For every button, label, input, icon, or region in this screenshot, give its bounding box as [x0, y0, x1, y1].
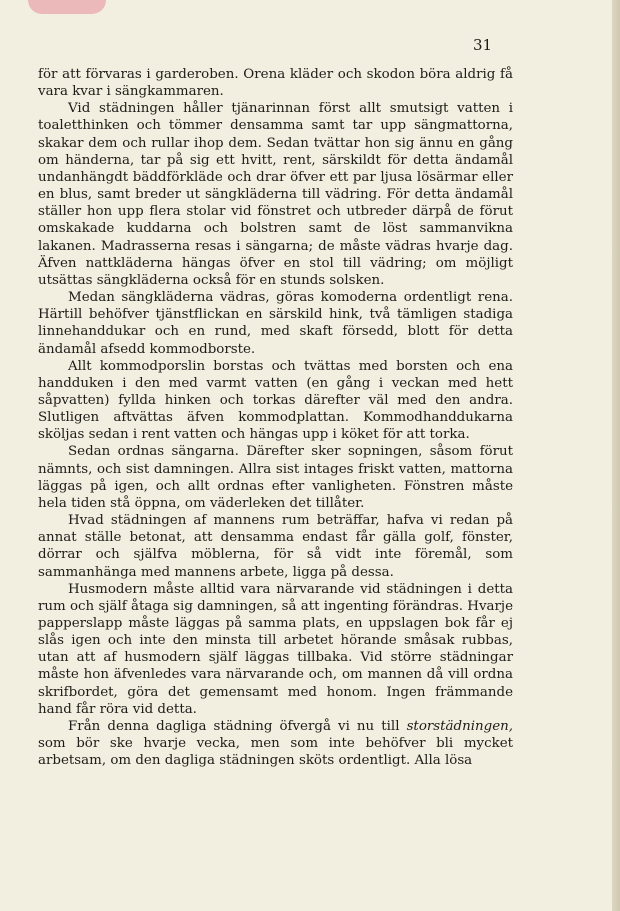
emphasized-term: storstädningen,: [406, 718, 513, 734]
paragraph: Hvad städningen af mannens rum beträffar, hafva vi redan på annat ställe betonat, att densamma endast får gälla golf, fönster, dörrar och själfva möblerna, för så vidt inte föremål, som sammanhänga med mannens arbete, ligga på dessa.: [38, 513, 513, 580]
ink-stain: [28, 0, 106, 14]
paragraph: Allt kommodporslin borstas och tvättas med borsten och ena handduken i den med varmt vatten (en gång i veckan med hett såpvatten) fyllda hinken och torkas därefter väl med den andra. Slutligen aftvättas äfven kommodplattan. Kommodhanddukarna sköljas sedan i rent vatten och hängas upp i köket för att torka.: [38, 358, 513, 443]
paragraph: Vid städningen håller tjänarinnan först allt smutsigt vatten i toaletthinken och tömmer densamma samt tar upp sängmattorna, skakar dem och rullar ihop dem. Sedan tvättar hon sig ännu en gång om händerna, tar på sig ett hvitt, rent, särskildt för detta ändamål undanhängdt bäddförkläde och drar öfver ett par ljusa lösärmar eller en blus, samt breder ut sängkläderna till vädring. För detta ändamål ställer hon upp flera stolar vid fönstret och utbreder därpå de förut omskakade kuddarna och bolstren samt de löst sammanvikna lakanen. Madrasserna resas i sängarna; de måste vädras hvarje dag. Äfven nattkläderna hängas öfver en stol till vädring; om möjligt utsättas sängkläderna också för en stunds solsken.: [38, 101, 513, 288]
paragraph: [38, 718, 513, 769]
paragraph: Sedan ordnas sängarna. Därefter sker sopningen, såsom förut nämnts, och sist damningen. Allra sist intages friskt vatten, mattorna läggas på igen, och allt ordnas efter vanligheten. Fönstren måste hela tiden stå öppna, om väderleken det tillåter.: [38, 444, 513, 511]
body-text: [38, 66, 513, 769]
paragraph-text: Från denna dagliga städning öfvergå vi nu till: [68, 718, 407, 734]
paragraph: för att förvaras i garderoben. Orena kläder och skodon böra aldrig få vara kvar i sängkammaren.: [38, 67, 513, 100]
paragraph: Medan sängkläderna vädras, göras komoderna ordentligt rena. Härtill behöfver tjänstflickan en särskild hink, två tämligen stadiga linnehanddukar och en rund, med skaft försedd, blott för detta ändamål afsedd kommodborste.: [38, 290, 513, 357]
paragraph: Husmodern måste alltid vara närvarande vid städningen i detta rum och själf åtaga sig damningen, så att ingenting förändras. Hvarje papperslapp måste läggas på samma plats, en uppslagen bok får ej slås igen och inte den minsta till arbetet hörande småsak rubbas, utan att af husmodern själf läggas tillbaka. Vid större städningar måste hon äfvenledes vara närvarande och, om mannen då vill ordna skrifbordet, göra det gemensamt med honom. Ingen främmande hand får röra vid detta.: [38, 581, 513, 717]
page-number: 31: [473, 36, 493, 54]
page-edge: [612, 0, 620, 911]
paragraph-text: som bör ske hvarje vecka, men som inte behöfver bli mycket arbetsam, om den dagliga städningen sköts ordentligt. Alla lösa: [38, 736, 513, 769]
